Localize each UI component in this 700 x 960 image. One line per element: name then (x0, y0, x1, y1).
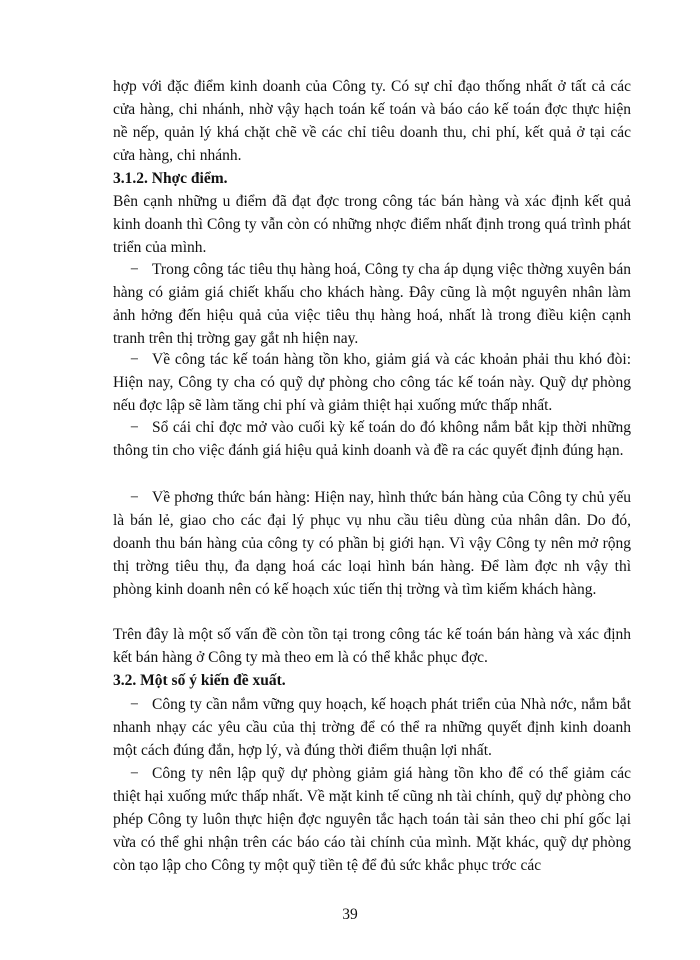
dash-marker: − (130, 261, 139, 278)
bullet-item-5 (113, 693, 631, 762)
page-number: 39 (342, 906, 358, 923)
paragraph-summary: Trên đây là một số vấn đề còn tồn tại trong công tác kế toán bán hàng và xác định kết bán hàng ở Công ty mà theo em là có thể khắc phục đợc. (113, 626, 631, 666)
bullet-text-3: Sổ cái chỉ đợc mở vào cuối kỳ kế toán do đó không nắm bắt kịp thời những thông tin cho việc đánh giá hiệu quả kinh doanh và đề ra các quyết định đúng hạn. (113, 419, 631, 459)
paragraph-intro: Bên cạnh những u điểm đã đạt đợc trong công tác bán hàng và xác định kết quả kinh doanh thì Công ty vẫn còn có những nhợc điểm nhất định trong quá trình phát triển của mình. (113, 193, 631, 256)
heading-3-1-2: 3.1.2. Nhợc điểm. (113, 170, 228, 187)
dash-marker: − (130, 489, 139, 506)
dash-marker: − (130, 419, 139, 436)
bullet-item-2 (113, 348, 631, 417)
dash-marker: − (130, 765, 139, 782)
bullet-text-2: Về công tác kế toán hàng tồn kho, giảm giá và các khoản phải thu khó đòi: Hiện nay, Công ty cha có quỹ dự phòng cho công tác kế toán này. Quỹ dự phòng nếu đợc lập sẽ làm tăng chi phí và giảm thiệt hại xuống mức thấp nhất. (113, 351, 631, 414)
bullet-item-3 (113, 416, 631, 462)
bullet-item-6 (113, 762, 631, 877)
heading-3-2: 3.2. Một số ý kiến đề xuất. (113, 672, 286, 689)
bullet-text-5: Công ty cần nắm vững quy hoạch, kế hoạch phát triển của Nhà nớc, nắm bắt nhanh nhạy các yêu cầu của thị trờng để có thể ra những quyết định kinh doanh một cách đúng đắn, hợp lý, và đúng thời điểm thuận lợi nhất. (113, 696, 631, 759)
paragraph-top: hợp với đặc điểm kinh doanh của Công ty. Có sự chỉ đạo thống nhất ở tất cả các cửa hàng, chi nhánh, nhờ vậy hạch toán kế toán và báo cáo kế toán đợc thực hiện nề nếp, quản lý khá chặt chẽ về các chỉ tiêu doanh thu, chi phí, kết quả ở tại các cửa hàng, chi nhánh. (113, 78, 631, 164)
bullet-text-4: Về phơng thức bán hàng: Hiện nay, hình thức bán hàng của Công ty chủ yếu là bán lẻ, giao cho các đại lý phục vụ nhu cầu tiêu dùng của nhân dân. Do đó, doanh thu bán hàng của công ty có phần bị giới hạn. Vì vậy Công ty nên mở rộng thị trờng tiêu thụ, đa dạng hoá các loại hình bán hàng. Để làm đợc nh vậy thì phòng kinh doanh nên có kế hoạch xúc tiến thị trờng và tìm kiếm khách hàng. (113, 489, 631, 598)
bullet-text-1: Trong công tác tiêu thụ hàng hoá, Công ty cha áp dụng việc thờng xuyên bán hàng có giảm giá chiết khấu cho khách hàng. Đây cũng là một nguyên nhân làm ảnh hởng đến hiệu quả của việc tiêu thụ hàng hoá, nhất là trong điều kiện cạnh tranh trên thị trờng gay gắt nh hiện nay. (113, 261, 631, 347)
bullet-text-6: Công ty nên lập quỹ dự phòng giảm giá hàng tồn kho để có thể giảm các thiệt hại xuống mức thấp nhất. Về mặt kinh tế cũng nh tài chính, quỹ dự phòng cho phép Công ty luôn thực hiện đợc nguyên tắc hạch toán tài sản theo chi phí gốc lại vừa có thể ghi nhận trên các báo cáo tài chính của mình. Mặt khác, quỹ dự phòng còn tạo lập cho Công ty một quỹ tiền tệ để đủ sức khắc phục trớc các (113, 765, 631, 874)
dash-marker: − (130, 351, 139, 368)
bullet-item-1 (113, 258, 631, 350)
dash-marker: − (130, 696, 139, 713)
bullet-item-4 (113, 486, 631, 601)
